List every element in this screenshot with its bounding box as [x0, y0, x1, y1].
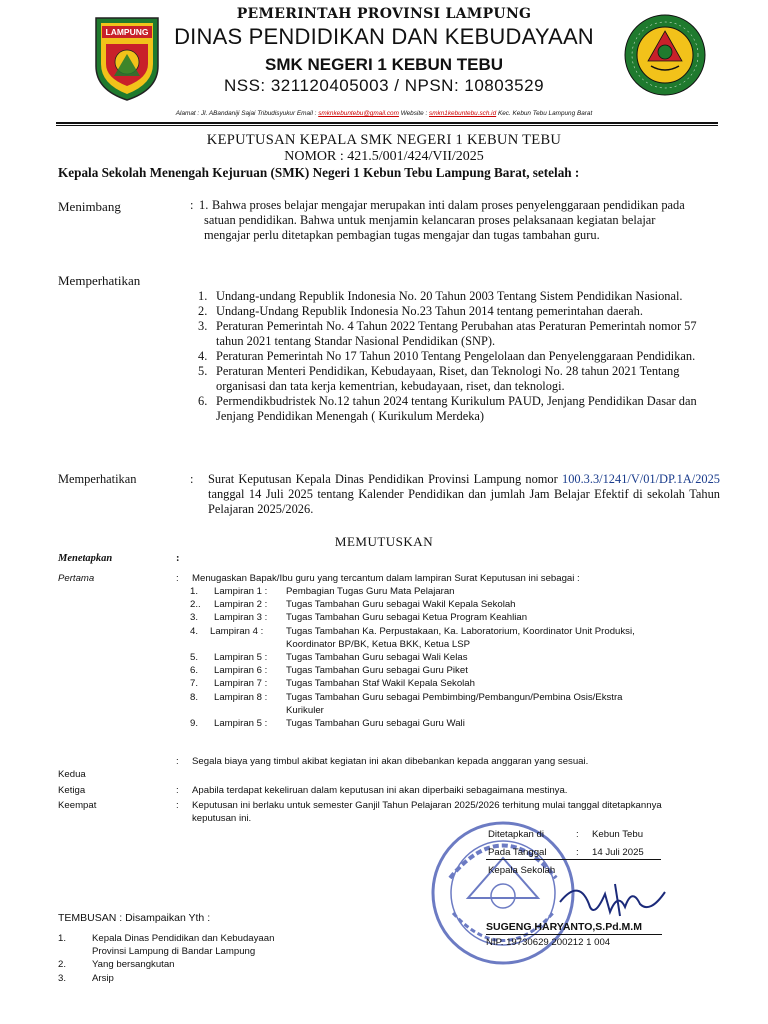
regulation-item: 4. Peraturan Pemerintah No 17 Tahun 2010 Tentang Pengelolaan dan Penyelenggaraan Pendidikan.: [198, 349, 696, 363]
memutuskan-heading: MEMUTUSKAN: [334, 534, 434, 549]
tembusan-item: 1. Kepala Dinas Pendidikan dan Kebudayaan Provinsi Lampung di Bandar Lampung: [58, 933, 275, 958]
kop-agency: DINAS PENDIDIKAN DAN KEBUDAYAAN: [174, 24, 594, 49]
lampiran-item: 3. Lampiran 3 : Tugas Tambahan Guru sebagai Ketua Program Keahlian: [190, 612, 528, 624]
kedua-colon: :: [176, 756, 179, 767]
memperhatikan-label: Memperhatikan: [58, 273, 141, 288]
menetapkan-colon: :: [176, 553, 180, 564]
regulation-item: 2. Undang-Undang Republik Indonesia No.23 Tahun 2014 tentang pemerintahan daerah.: [198, 304, 643, 318]
date-value: 14 Juli 2025: [592, 847, 644, 858]
kop-nss-npsn: NSS: 321120405003 / NPSN: 10803529: [223, 76, 545, 95]
website-link[interactable]: smkn1kebuntebu.sch.id: [429, 110, 497, 117]
lampiran-item: 5. Lampiran 5 : Tugas Tambahan Guru sebagai Wali Kelas: [190, 652, 468, 664]
regulation-list: [198, 289, 718, 424]
tembusan-label: TEMBUSAN : Disampaikan Yth :: [58, 912, 211, 924]
keempat-label: Keempat: [58, 800, 97, 811]
lampiran-item: 1. Lampiran 1 : Pembagian Tugas Guru Mata Pelajaran: [190, 586, 455, 597]
menimbang-colon: :: [190, 198, 194, 212]
pertama-colon: :: [176, 573, 179, 584]
address-website-label: Website :: [398, 110, 430, 117]
decree-intro: Kepala Sekolah Menengah Kejuruan (SMK) Negeri 1 Kebun Tebu Lampung Barat, setelah :: [58, 165, 580, 180]
lampiran-item: 7. Lampiran 7 : Tugas Tambahan Staf Wakil Kepala Sekolah: [190, 678, 475, 690]
signatory-position: Kepala Sekolah: [488, 865, 556, 876]
decree-title: KEPUTUSAN KEPALA SMK NEGERI 1 KEBUN TEBU: [206, 132, 562, 148]
lampiran-item: 9. Lampiran 5 : Tugas Tambahan Guru sebagai Guru Wali: [190, 718, 465, 730]
date-colon: :: [576, 847, 579, 858]
address-text: Alamat : Jl. ABandaniji Sajai Tribudisyukur Email :: [175, 110, 319, 117]
kop-divider-thin: [56, 125, 718, 126]
tembusan-item: 2. Yang bersangkutan: [58, 959, 175, 971]
kop-address: [0, 110, 768, 117]
crest-label: LAMPUNG: [105, 27, 149, 37]
kop-divider-thick: [56, 122, 718, 124]
regulation-item: 3. Peraturan Pemerintah No. 4 Tahun 2022 Tentang Perubahan atas Peraturan Pemerintah nomor 57 tahun 2021 tentang Standar Nasional Pendidikan (SNP).: [198, 319, 697, 348]
signatory-nip: NIP. 19730629 200212 1 004: [486, 937, 611, 948]
lampiran-item: 6. Lampiran 6 : Tugas Tambahan Guru sebagai Guru Piket: [190, 665, 468, 677]
kop-government: PEMERINTAH PROVINSI LAMPUNG: [236, 6, 532, 22]
keempat-text: Keputusan ini berlaku untuk semester Ganjil Tahun Pelajaran 2025/2026 terhitung mulai tanggal ditetapkannya keputusan ini.: [192, 800, 662, 825]
menetapkan-label: Menetapkan: [58, 553, 113, 564]
lampiran-item: 4. Lampiran 4 : Tugas Tambahan Ka. Perpustakaan, Ka. Laboratorium, Koordinator Unit Produksi, Koordinator BP/BK, Ketua BKK, Ketua LSP: [190, 625, 635, 650]
lampiran-item: 2.. Lampiran 2 : Tugas Tambahan Guru sebagai Wakil Kepala Sekolah: [190, 599, 516, 611]
signatory-name: SUGENG HARYANTO,S.Pd.M.M: [486, 921, 642, 933]
ketiga-text: Apabila terdapat kekeliruan dalam keputusan ini akan diperbaiki sebagaimana mestinya.: [192, 785, 568, 796]
keempat-colon: :: [176, 800, 179, 811]
place-value: Kebun Tebu: [592, 829, 644, 840]
ketiga-colon: :: [176, 785, 179, 796]
kedua-text: Segala biaya yang timbul akibat kegiatan ini akan dibebankan kepada anggaran yang sesuai.: [192, 756, 589, 767]
lampiran-list: [190, 585, 660, 730]
regulation-item: 6. Permendikbudristek No.12 tahun 2024 tentang Kurikulum PAUD, Jenjang Pendidikan Dasar dan Jenjang Pendidikan Menengah ( Kurikulum Merdeka): [198, 394, 697, 423]
lampiran-item: 8. Lampiran 8 : Tugas Tambahan Guru sebagai Pembimbing/Pembangun/Pembina Osis/Ekstra Kurikuler: [190, 691, 623, 716]
menimbang-number: 1.: [199, 198, 209, 212]
kop-school-name: SMK NEGERI 1 KEBUN TEBU: [264, 55, 504, 74]
place-label: Ditetapkan di: [488, 829, 544, 840]
tembusan-item: 3. Arsip: [58, 972, 114, 984]
ketiga-label: Ketiga: [58, 785, 86, 796]
tembusan-list: [58, 932, 288, 985]
memperhatikan2-text: Surat Keputusan Kepala Dinas Pendidikan Provinsi Lampung nomor 100.3.3/1241/V/01/DP.1A/2025 tanggal 14 Juli 2025 tentang Kalender Pendidikan dan jumlah Jam Belajar Efektif di sekolah Tahun Pelajaran 2025/2026.: [208, 472, 720, 516]
handwritten-signature: [550, 872, 680, 922]
pertama-label: Pertama: [58, 573, 95, 584]
email-link[interactable]: smknkebuntebu@gmail.com: [318, 110, 399, 117]
name-underline: [486, 934, 662, 935]
menimbang-label: Menimbang: [58, 199, 121, 214]
pertama-intro: Menugaskan Bapak/Ibu guru yang tercantum dalam lampiran Surat Keputusan ini sebagai :: [192, 573, 580, 584]
address-district: Kec. Kebun Tebu Lampung Barat: [496, 110, 593, 117]
menimbang-text: Bahwa proses belajar mengajar merupakan inti dalam proses penyelenggaraan pendidikan pada satuan pendidikan. Bahwa untuk menjamin kelancaran proses pelaksanaan kegiatan belajar mengajar perlu ditetapkan pembagian tugas mengajar dan tugas tambahan guru.: [204, 198, 685, 242]
regulation-item: 1. Undang-undang Republik Indonesia No. 20 Tahun 2003 Tentang Sistem Pendidikan Nasional.: [198, 289, 683, 303]
memperhatikan2-label: Memperhatikan: [58, 472, 137, 486]
decree-number: NOMOR : 421.5/001/424/VII/2025: [284, 149, 484, 164]
reference-number: 100.3.3/1241/V/01/DP.1A/2025: [562, 472, 720, 486]
date-underline: [486, 859, 661, 860]
memperhatikan2-colon: :: [190, 472, 194, 486]
regulation-item: 5. Peraturan Menteri Pendidikan, Kebudayaan, Riset, dan Teknologi No. 28 tahun 2021 Tentang organisasi dan tata kerja kementrian, kebudayaan, riset, dan teknologi.: [198, 364, 680, 393]
date-label: Pada Tanggal: [488, 847, 547, 858]
kedua-label: Kedua: [58, 769, 86, 780]
place-colon: :: [576, 829, 579, 840]
